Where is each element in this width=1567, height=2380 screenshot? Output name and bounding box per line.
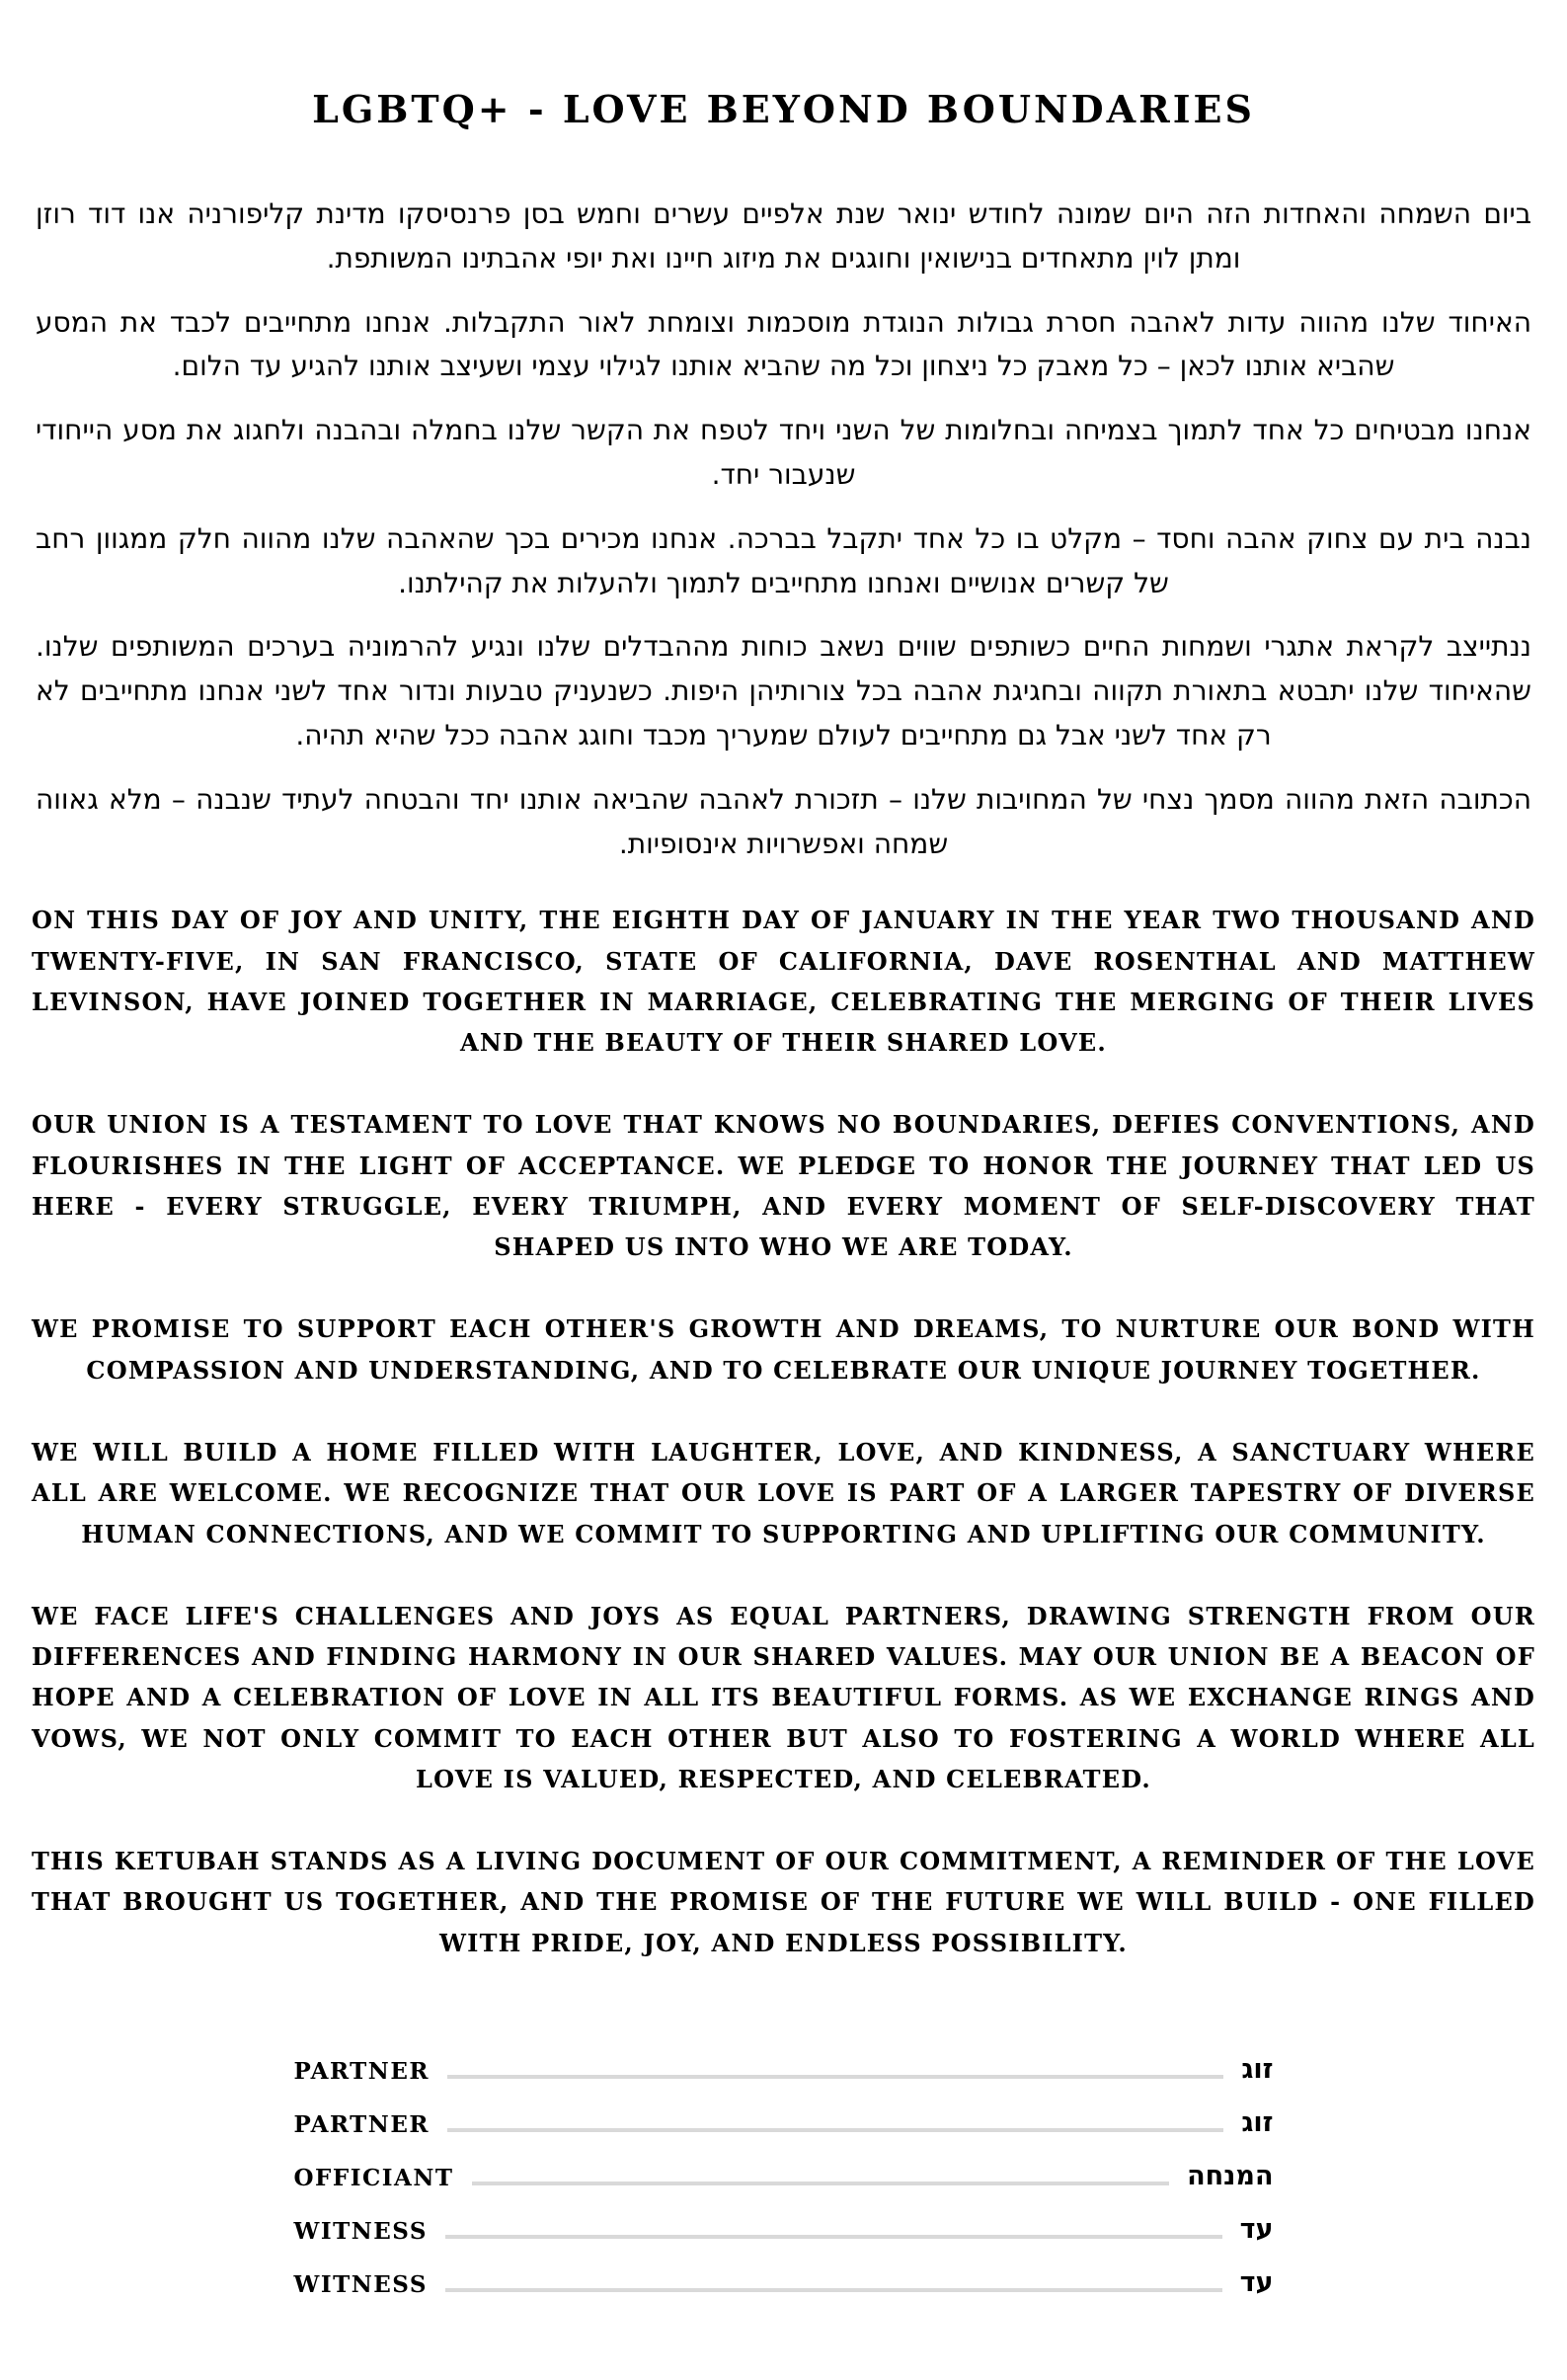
signature-row-witness-2 bbox=[294, 2267, 1274, 2298]
signature-row-partner-2 bbox=[294, 2107, 1274, 2138]
hebrew-paragraph-date-and-names: ביום השמחה והאחדות הזה היום שמונה לחודש ינואר שנת אלפיים עשרים וחמש בסן פרנסיסקו מדינת קליפורניה אנו דוד רוזן ומתן לוין מתאחדים בנישואין וחוגגים את מיזוג חיינו ואת יופי אהבתינו המשותפת. bbox=[36, 198, 1531, 275]
hebrew-paragraph-home-community: נבנה בית עם צחוק אהבה וחסד – מקלט בו כל אחד יתקבל בברכה. אנחנו מכירים בכך שהאהבה שלנו מהווה חלק ממגוון רחב של קשרים אנושיים ואנחנו מתחייבים לתמוך ולהעלות את קהילתנו. bbox=[36, 521, 1531, 599]
hebrew-paragraph-union-testament: האיחוד שלנו מהווה עדות לאהבה חסרת גבולות הנוגדת מוסכמות וצומחת לאור התקבלות. אנחנו מתחייבים לכבד את המסע שהביא אותנו לכאן – כל מאבק כל ניצחון וכל מה שהביא אותנו לגילוי עצמי ושעיצב אותנו להגיע עד הלום. bbox=[36, 305, 1531, 383]
hebrew-paragraph-eternal-document: הכתובה הזאת מהווה מסמך נצחי של המחויבות שלנו – תזכורת לאהבה שהביאה אותנו יחד והבטחה לעתיד שנבנה – מלא גאווה שמחה ואפשרויות אינסופיות. bbox=[36, 782, 1531, 860]
signature-role-label-hebrew: זוג bbox=[1241, 2053, 1274, 2085]
signature-role-label-english: WITNESS bbox=[293, 2217, 428, 2245]
signature-line bbox=[445, 2288, 1222, 2292]
signature-role-label-hebrew: המנחה bbox=[1187, 2160, 1274, 2191]
signature-line bbox=[447, 2128, 1223, 2132]
english-paragraph-union-testament: OUR UNION IS A TESTAMENT TO LOVE THAT KNOWS NO BOUNDARIES, DEFIES CONVENTIONS, AND FLOURISHES IN THE LIGHT OF ACCEPTANCE. WE PLEDGE TO HONOR THE JOURNEY THAT LED US HERE - EVERY STRUGGLE, EVERY TRIUMPH, AND EVERY MOMENT OF SELF-DISCOVERY THAT SHAPED US INTO WHO WE ARE TODAY. bbox=[32, 1110, 1535, 1262]
signature-line bbox=[445, 2235, 1222, 2239]
english-paragraph-promise-support: WE PROMISE TO SUPPORT EACH OTHER'S GROWTH AND DREAMS, TO NURTURE OUR BOND WITH COMPASSION AND UNDERSTANDING, AND TO CELEBRATE OUR UNIQUE JOURNEY TOGETHER. bbox=[32, 1314, 1535, 1385]
signature-role-label-hebrew: זוג bbox=[1241, 2106, 1274, 2138]
signature-line bbox=[447, 2075, 1223, 2079]
hebrew-paragraph-equal-partners: ננתייצב לקראת אתגרי ושמחות החיים כשותפים שווים נשאב כוחות מההבדלים שלנו ונגיע להרמוניה בערכים המשותפים שלנו. שהאיחוד שלנו יתבטא בתאורת תקווה ובחגיגת אהבה בכל צורותיהן היפות. כשנעניק טבעות ונדור אחד לשני אנחנו מתחייבים לא רק אחד לשני אבל גם מתחייבים לעולם שמעריך מכבד וחוגג אהבה ככל שהיא תהיה. bbox=[36, 630, 1531, 752]
document-title: LGBTQ+ - LOVE BEYOND BOUNDARIES bbox=[312, 87, 1255, 131]
signature-role-label-english: OFFICIANT bbox=[293, 2164, 454, 2191]
english-paragraph-date-and-names: ON THIS DAY OF JOY AND UNITY, THE EIGHTH DAY OF JANUARY IN THE YEAR TWO THOUSAND AND TWENTY-FIVE, IN SAN FRANCISCO, STATE OF CALIFORNIA, DAVE ROSENTHAL AND MATTHEW LEVINSON, HAVE JOINED TOGETHER IN MARRIAGE, CELEBRATING THE MERGING OF THEIR LIVES AND THE BEAUTY OF THEIR SHARED LOVE. bbox=[32, 906, 1535, 1058]
signature-row-officiant bbox=[294, 2161, 1274, 2191]
signature-role-label-english: PARTNER bbox=[293, 2057, 430, 2085]
english-paragraph-equal-partners: WE FACE LIFE'S CHALLENGES AND JOYS AS EQUAL PARTNERS, DRAWING STRENGTH FROM OUR DIFFERENCES AND FINDING HARMONY IN OUR SHARED VALUES. MAY OUR UNION BE A BEACON OF HOPE AND A CELEBRATION OF LOVE IN ALL ITS BEAUTIFUL FORMS. AS WE EXCHANGE RINGS AND VOWS, WE NOT ONLY COMMIT TO EACH OTHER BUT ALSO TO FOSTERING A WORLD WHERE ALL LOVE IS VALUED, RESPECTED, AND CELEBRATED. bbox=[32, 1601, 1535, 1793]
hebrew-text-section bbox=[32, 193, 1535, 866]
signature-role-label-english: PARTNER bbox=[293, 2110, 430, 2138]
signature-role-label-english: WITNESS bbox=[293, 2270, 428, 2298]
signature-section bbox=[294, 2054, 1274, 2298]
english-paragraph-living-document: THIS KETUBAH STANDS AS A LIVING DOCUMENT OF OUR COMMITMENT, A REMINDER OF THE LOVE THAT BROUGHT US TOGETHER, AND THE PROMISE OF THE FUTURE WE WILL BUILD - ONE FILLED WITH PRIDE, JOY, AND ENDLESS POSSIBILITY. bbox=[32, 1847, 1535, 1957]
hebrew-paragraph-promise-support: אנחנו מבטיחים כל אחד לתמוך בצמיחה ובחלומות של השני ויחד לטפח את הקשר שלנו בחמלה ובהבנה ולחגוג את מסע הייחודי שנעבור יחד. bbox=[36, 414, 1531, 491]
signature-row-witness-1 bbox=[294, 2214, 1274, 2245]
signature-line bbox=[472, 2182, 1170, 2185]
signature-row-partner-1 bbox=[294, 2054, 1274, 2085]
english-text-section bbox=[32, 900, 1535, 1963]
signature-role-label-hebrew: עד bbox=[1239, 2213, 1274, 2245]
signature-role-label-hebrew: עד bbox=[1239, 2266, 1274, 2298]
english-paragraph-home-community: WE WILL BUILD A HOME FILLED WITH LAUGHTER, LOVE, AND KINDNESS, A SANCTUARY WHERE ALL ARE WELCOME. WE RECOGNIZE THAT OUR LOVE IS PART OF A LARGER TAPESTRY OF DIVERSE HUMAN CONNECTIONS, AND WE COMMIT TO SUPPORTING AND UPLIFTING OUR COMMUNITY. bbox=[32, 1438, 1535, 1548]
